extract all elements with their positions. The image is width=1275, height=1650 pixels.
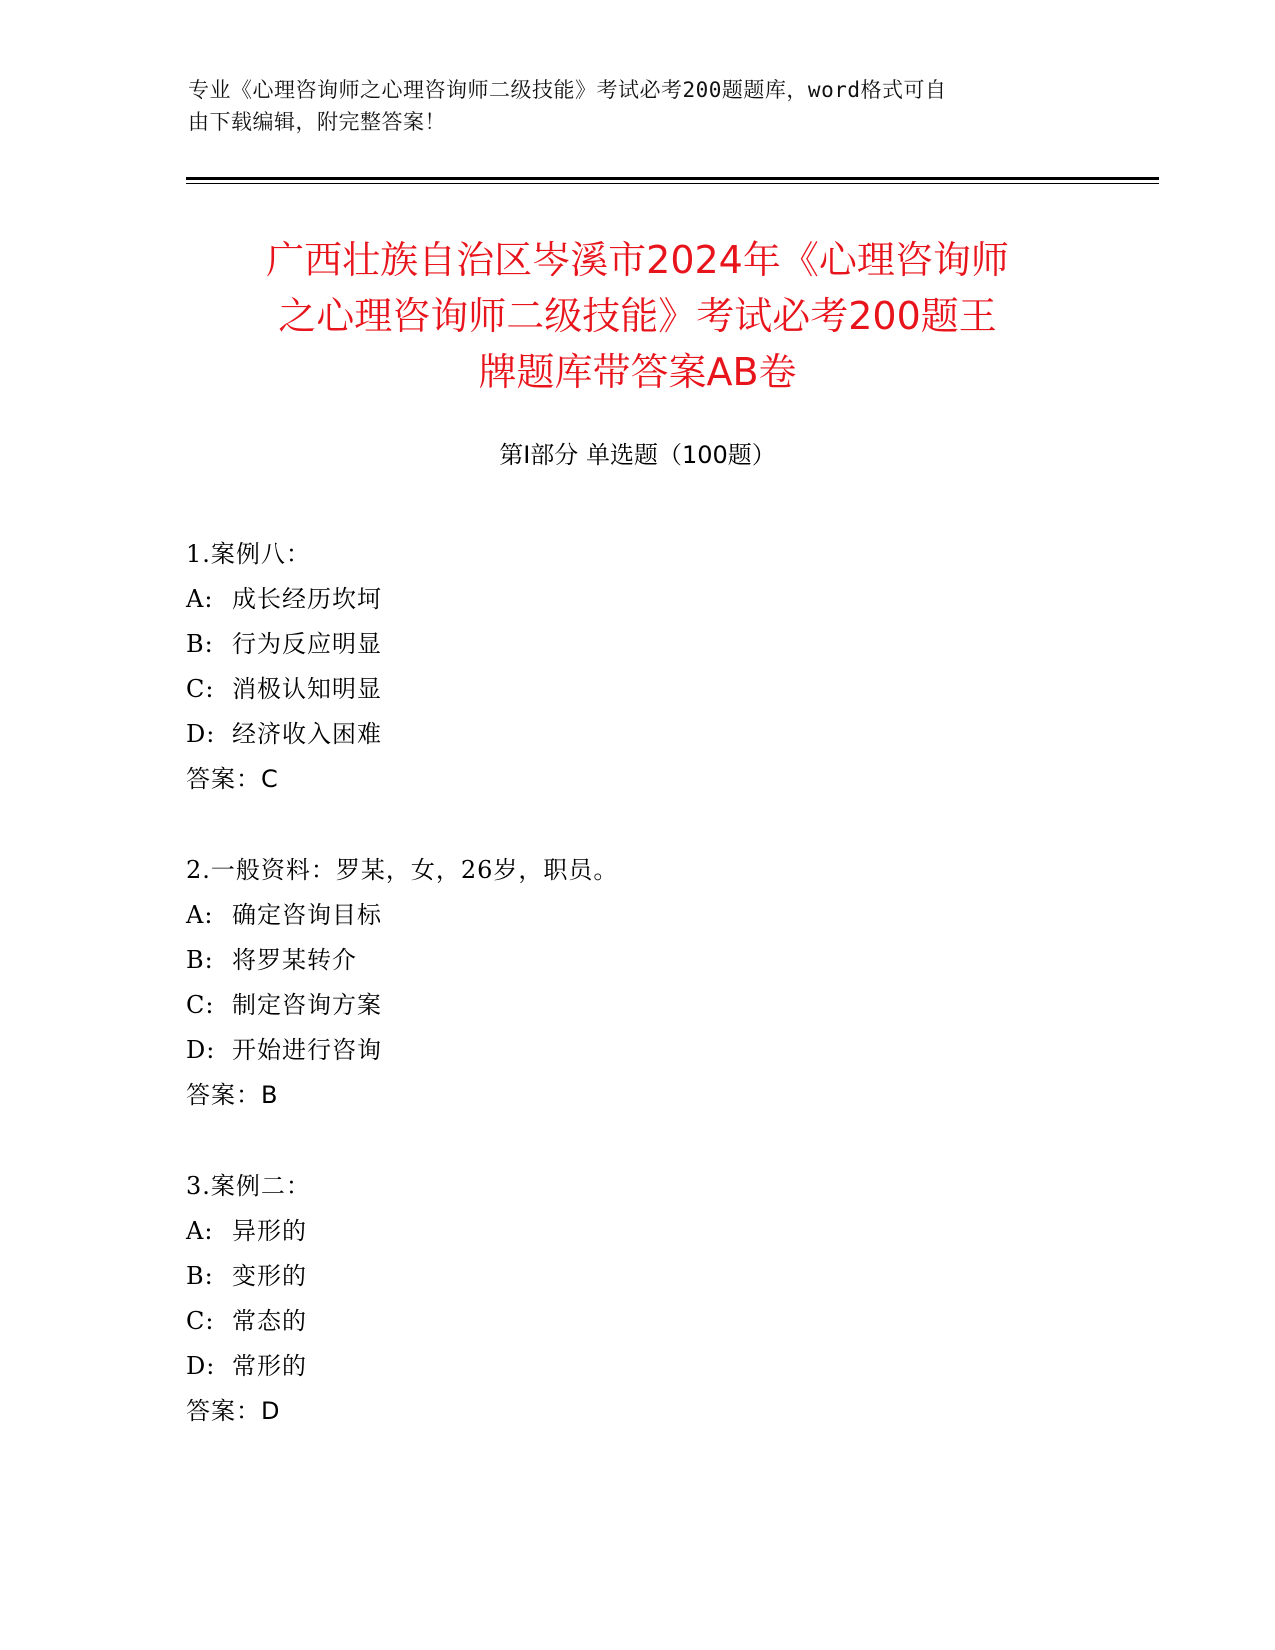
option-text: 常形的	[232, 1352, 307, 1380]
option-letter: B:	[186, 946, 214, 974]
option-letter: D:	[186, 1352, 216, 1380]
question-stem: 2.一般资料：罗某，女，26岁，职员。	[186, 856, 619, 884]
header-note-line-2: 由下载编辑，附完整答案！	[188, 110, 446, 134]
option-text: 消极认知明显	[232, 675, 382, 703]
option-letter: D:	[186, 720, 216, 748]
option-c	[186, 667, 1086, 712]
option-c	[186, 983, 1086, 1028]
title-line-1: 广西壮族自治区岑溪市2024年《心理咨询师	[266, 238, 1009, 282]
option-text: 常态的	[232, 1307, 307, 1335]
option-letter: B:	[186, 1262, 214, 1290]
option-b	[186, 1254, 1086, 1299]
answer-line: 答案：B	[186, 1081, 279, 1109]
option-a	[186, 577, 1086, 622]
question-list	[186, 532, 1086, 1480]
option-b	[186, 938, 1086, 983]
option-b	[186, 622, 1086, 667]
answer-line: 答案：C	[186, 765, 279, 793]
option-letter: A:	[186, 901, 214, 929]
option-letter: B:	[186, 630, 214, 658]
document-title	[170, 232, 1105, 400]
option-text: 经济收入困难	[232, 720, 382, 748]
question-stem: 3.案例二：	[186, 1172, 311, 1200]
option-text: 将罗某转介	[232, 946, 357, 974]
option-letter: A:	[186, 585, 214, 613]
option-d	[186, 1028, 1086, 1073]
question-2	[186, 848, 1086, 1118]
title-line-2: 之心理咨询师二级技能》考试必考200题王	[278, 294, 997, 338]
question-3	[186, 1164, 1086, 1434]
header-note	[188, 74, 1068, 138]
option-a	[186, 1209, 1086, 1254]
option-text: 确定咨询目标	[232, 901, 382, 929]
option-letter: C:	[186, 1307, 215, 1335]
header-divider-thick	[186, 177, 1159, 180]
option-letter: D:	[186, 1036, 216, 1064]
option-a	[186, 893, 1086, 938]
option-text: 异形的	[232, 1217, 307, 1245]
answer-line: 答案：D	[186, 1397, 281, 1425]
option-c	[186, 1299, 1086, 1344]
question-1	[186, 532, 1086, 802]
option-letter: C:	[186, 675, 215, 703]
option-text: 成长经历坎坷	[232, 585, 382, 613]
section-title: 第Ⅰ部分 单选题（100题）	[499, 441, 776, 469]
header-note-line-1: 专业《心理咨询师之心理咨询师二级技能》考试必考200题题库，word格式可自	[188, 78, 947, 102]
option-letter: C:	[186, 991, 215, 1019]
option-text: 行为反应明显	[232, 630, 382, 658]
option-text: 变形的	[232, 1262, 307, 1290]
option-text: 制定咨询方案	[232, 991, 382, 1019]
title-line-3: 牌题库带答案AB卷	[478, 350, 797, 394]
header-divider-thin	[186, 183, 1159, 184]
option-d	[186, 1344, 1086, 1389]
question-stem: 1.案例八：	[186, 540, 311, 568]
option-letter: A:	[186, 1217, 214, 1245]
option-text: 开始进行咨询	[232, 1036, 382, 1064]
option-d	[186, 712, 1086, 757]
